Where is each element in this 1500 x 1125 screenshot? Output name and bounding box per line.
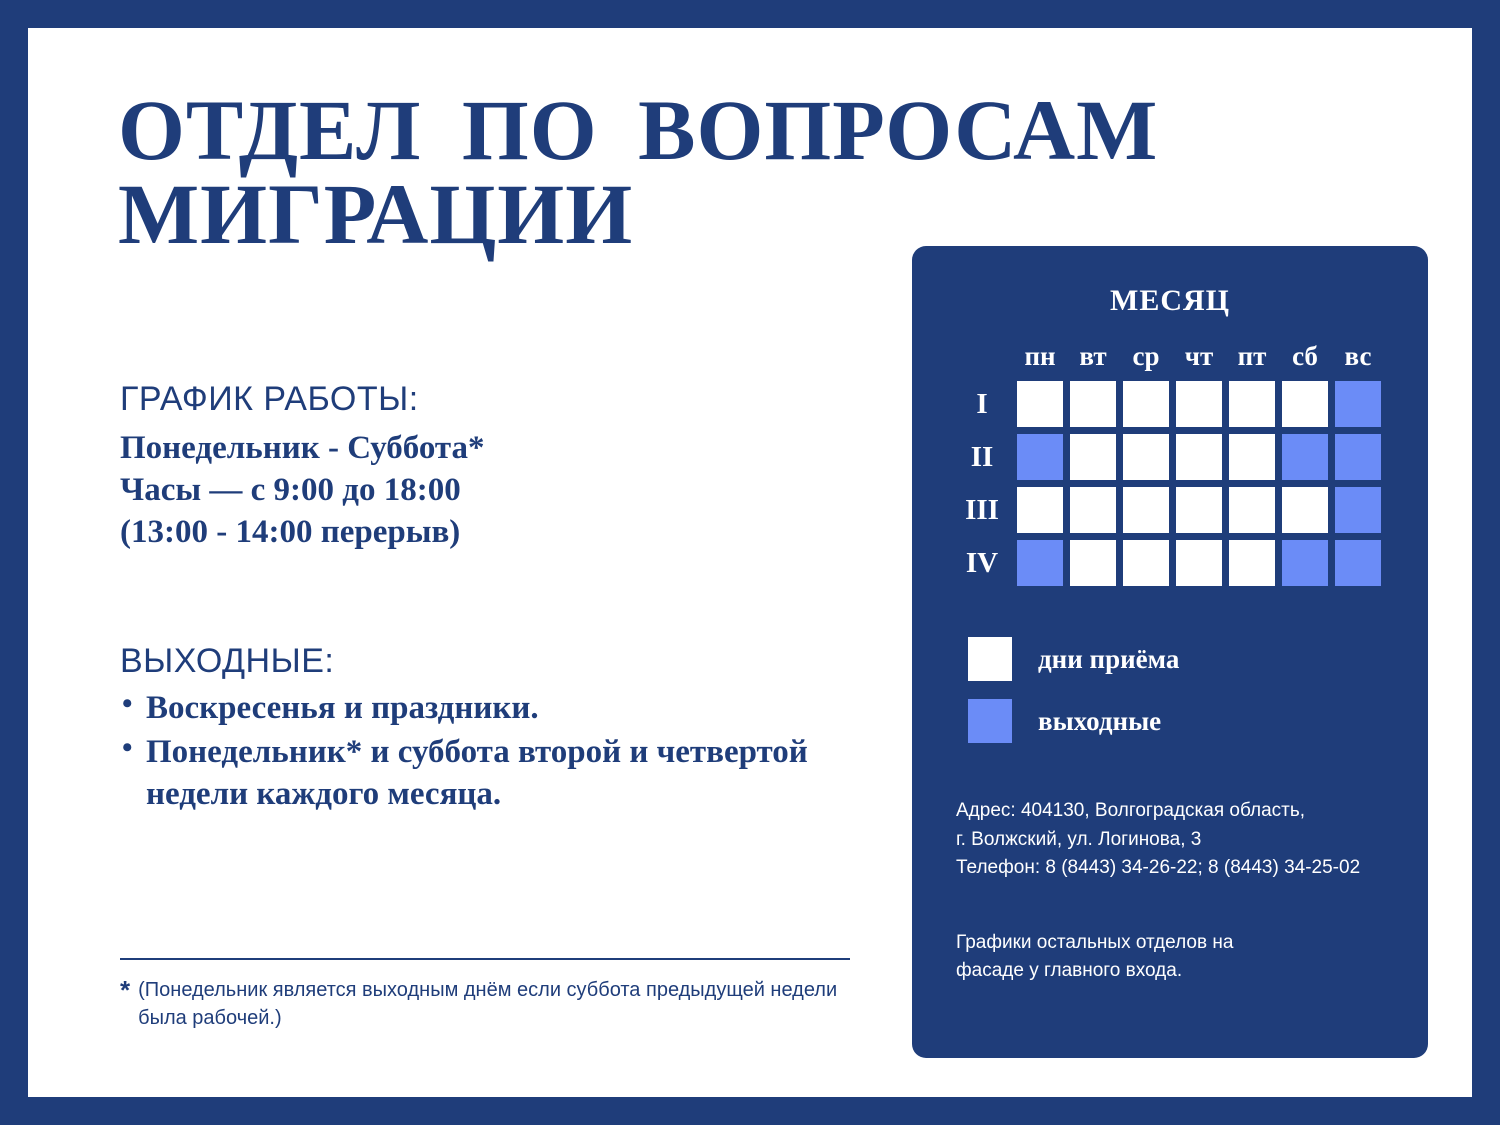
legend-swatch [968,699,1012,743]
calendar-weekday-header: ср [1132,341,1160,371]
calendar-weekday-header: вс [1344,341,1372,371]
calendar-day-cell [1282,434,1328,480]
calendar-week-label: II [970,440,994,473]
day-square [1070,381,1116,427]
day-square [1335,381,1381,427]
contact-info [956,797,1386,986]
days-off-heading: ВЫХОДНЫЕ: [120,641,335,680]
day-square [1070,434,1116,480]
page-title-line-1: ОТДЕЛ ПО ВОПРОСАМ [118,82,1159,178]
address-line-1: Адрес: 404130, Волгоградская область, [956,800,1306,821]
day-square [1229,434,1275,480]
calendar-day-cell [1017,540,1063,586]
table-row [959,487,1381,533]
list-item: • Воскресенья и праздники. [120,687,860,729]
phone-line: Телефон: 8 (8443) 34-26-22; 8 (8443) 34-25-02 [956,857,1361,878]
calendar-weekday-header: пт [1237,341,1267,371]
calendar-day-cell [1335,381,1381,427]
calendar-body [959,381,1381,586]
calendar-day-cell [1070,434,1116,480]
day-square [1017,487,1063,533]
calendar-day-cell [1335,540,1381,586]
schedule-line-hours: Часы — с 9:00 до 18:00 [120,472,461,509]
calendar-day-cell [1070,381,1116,427]
day-square [1229,487,1275,533]
calendar-table [952,334,1388,593]
day-square [1017,540,1063,586]
calendar-header-row [959,341,1381,374]
day-square [1282,540,1328,586]
poster [28,28,1472,1097]
day-square [1229,381,1275,427]
calendar-day-cell [1070,540,1116,586]
calendar-day-cell [1335,487,1381,533]
calendar-day-cell [1335,434,1381,480]
address-line-2: г. Волжский, ул. Логинова, 3 [956,828,1202,850]
day-square [1335,540,1381,586]
calendar-day-cell [1123,540,1169,586]
day-square [1070,487,1116,533]
calendar-day-cell [1176,487,1222,533]
day-square [1176,540,1222,586]
table-row [959,434,1381,480]
day-square [1070,540,1116,586]
calendar-day-cell [1123,434,1169,480]
calendar-legend [968,637,1428,743]
schedule-heading: ГРАФИК РАБОТЫ: [120,380,419,418]
day-square [1176,381,1222,427]
calendar-day-cell [1282,381,1328,427]
schedule-line-break: (13:00 - 14:00 перерыв) [120,514,461,551]
calendar-corner-cell [959,341,1010,374]
schedule-line-days: Понедельник - Суббота* [120,430,485,466]
legend-item-days-off [968,699,1428,743]
day-square [1335,487,1381,533]
calendar-day-cell [1176,381,1222,427]
other-departments-note-1: Графики остальных отделов на [956,931,1234,953]
day-square [1282,381,1328,427]
list-item: • Понедельник* и суббота второй и четвертой недели каждого месяца. [120,731,860,815]
left-column [120,380,860,817]
calendar-panel [912,246,1428,1058]
calendar-day-cell [1229,434,1275,480]
calendar-week-label: IV [965,546,999,579]
day-square [1017,381,1063,427]
day-square [1229,540,1275,586]
table-row [959,381,1381,427]
calendar-weekday-header: чт [1184,341,1214,371]
day-square [1123,487,1169,533]
calendar-day-cell [1229,540,1275,586]
footnote-divider [120,958,850,960]
calendar-day-cell [1017,434,1063,480]
day-square [1123,434,1169,480]
legend-item-open-days [968,637,1428,681]
day-square [1123,381,1169,427]
day-square [1123,540,1169,586]
calendar-day-cell [1123,487,1169,533]
calendar-title: МЕСЯЦ [1110,284,1230,317]
calendar-day-cell [1229,487,1275,533]
day-square [1282,434,1328,480]
days-off-list [120,687,860,816]
table-row [959,540,1381,586]
calendar-day-cell [1229,381,1275,427]
legend-label: выходные [1038,705,1162,736]
footnote-marker: * [120,975,131,1005]
day-square [1017,434,1063,480]
footnote [120,976,860,1032]
day-square [1176,487,1222,533]
calendar-day-cell [1176,540,1222,586]
calendar-day-cell [1282,487,1328,533]
legend-swatch [968,637,1012,681]
calendar-week-label: I [976,387,988,420]
day-square [1335,434,1381,480]
calendar-day-cell [1017,381,1063,427]
calendar-day-cell [1017,487,1063,533]
calendar-week-label: III [965,493,999,526]
calendar-weekday-header: сб [1292,341,1318,371]
footnote-text: (Понедельник является выходным днём если суббота предыдущей недели была рабочей.) [138,979,838,1029]
calendar-day-cell [1282,540,1328,586]
calendar-day-cell [1070,487,1116,533]
calendar-weekday-header: пн [1024,341,1056,371]
page-title [118,82,1428,263]
day-square [1282,487,1328,533]
calendar-day-cell [1176,434,1222,480]
calendar-day-cell [1123,381,1169,427]
day-square [1176,434,1222,480]
legend-label: дни приёма [1038,643,1180,674]
calendar-weekday-header: вт [1079,341,1107,371]
other-departments-note-2: фасаде у главного входа. [956,960,1183,981]
page-title-line-2: МИГРАЦИИ [118,166,634,263]
